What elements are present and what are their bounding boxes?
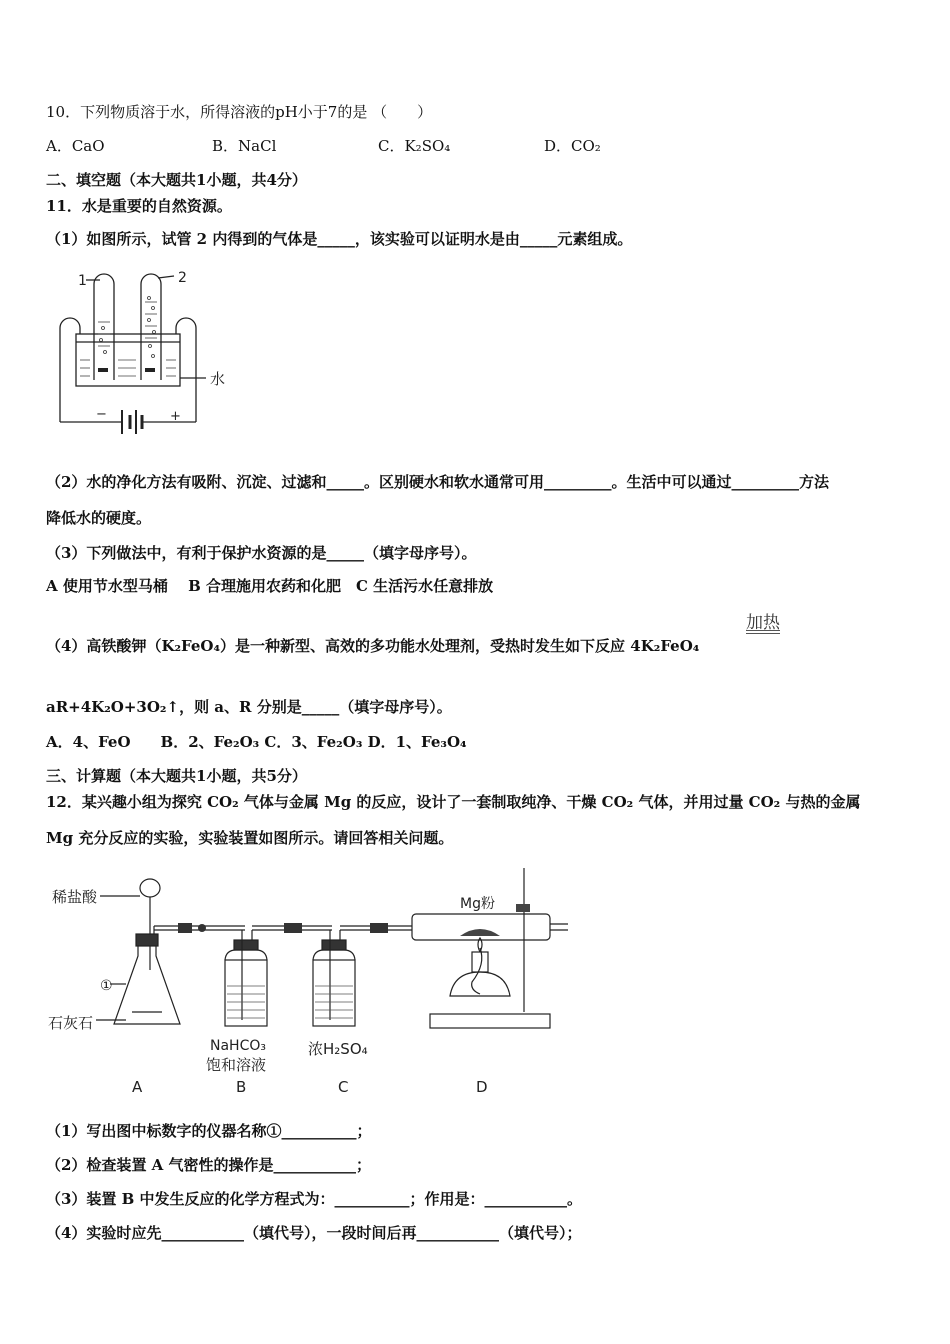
q10-option-c: C．K₂SO₄ [378, 137, 451, 155]
q11-part4-options: A．4、FeO B．2、Fe₂O₃ C．3、Fe₂O₃ D．1、Fe₃O₄ [46, 733, 467, 751]
q12-stem-line2: Mg 充分反应的实验，实验装置如图所示。请回答相关问题。 [46, 829, 454, 847]
positive-sign: + [170, 409, 181, 424]
q12-sub3: （3）装置 B 中发生反应的化学方程式为：__________；作用是：___________。 [46, 1190, 583, 1208]
instrument-1-label: ① [100, 978, 113, 994]
limestone-label: 石灰石 [48, 1014, 94, 1032]
negative-sign: − [96, 407, 107, 422]
apparatus-b-label: B [236, 1078, 247, 1096]
q11-stem: 11．水是重要的自然资源。 [46, 197, 232, 215]
reaction-arrow-line-2 [746, 633, 780, 634]
water-label: 水 [210, 370, 226, 388]
q12-stem-line1: 12．某兴趣小组为探究 CO₂ 气体与金属 Mg 的反应，设计了一套制取纯净、干燥 CO₂ 气体，并用过量 CO₂ 与热的金属 [46, 793, 861, 811]
q10-option-a: A．CaO [46, 137, 105, 155]
q11-part3-options: A 使用节水型马桶 B 合理施用农药和化肥 C 生活污水任意排放 [46, 577, 494, 595]
apparatus-diagram [40, 860, 580, 1100]
tube-1-label: 1 [78, 273, 87, 289]
section-heading-fill-in: 二、填空题（本大题共1小题，共4分） [46, 171, 307, 189]
q10-options [46, 136, 601, 156]
q10-stem: 10．下列物质溶于水，所得溶液的pH小于7的是 （ ） [46, 103, 433, 121]
reaction-arrow-line [746, 630, 780, 631]
q10-option-b: B．NaCl [212, 137, 277, 155]
q11-part2-line1: （2）水的净化方法有吸附、沉淀、过滤和_____。区别硬水和软水通常可用_________。生活中可以通过_________方法 [46, 473, 829, 491]
electrolysis-diagram [56, 262, 246, 452]
nahco3-label: NaHCO₃ [210, 1038, 266, 1054]
reaction-condition-heat: 加热 [746, 613, 780, 633]
q12-sub1: （1）写出图中标数字的仪器名称①__________； [46, 1122, 372, 1140]
tube-2-label: 2 [178, 270, 187, 286]
section-heading-calculation: 三、计算题（本大题共1小题，共5分） [46, 767, 307, 785]
q11-part4-continued: aR+4K₂O+3O₂↑，则 a、R 分别是_____（填字母序号）。 [46, 698, 452, 716]
q11-part4: （4）高铁酸钾（K₂FeO₄）是一种新型、高效的多功能水处理剂，受热时发生如下反应 4K₂FeO₄ [46, 637, 700, 655]
mg-powder-label: Mg粉 [460, 896, 495, 912]
q11-part2-line2: 降低水的硬度。 [46, 509, 152, 527]
dilute-hcl-label: 稀盐酸 [52, 888, 98, 906]
q12-sub4: （4）实验时应先___________（填代号），一段时间后再___________（填代号）； [46, 1224, 582, 1242]
apparatus-d-label: D [476, 1078, 488, 1096]
q11-part1: （1）如图所示，试管 2 内得到的气体是_____，该实验可以证明水是由_____元素组成。 [46, 230, 633, 248]
apparatus-a-label: A [132, 1078, 143, 1096]
apparatus-c-label: C [338, 1078, 349, 1096]
conc-h2so4-label: 浓H₂SO₄ [308, 1040, 368, 1058]
q10-option-d: D．CO₂ [544, 137, 601, 155]
q11-part3: （3）下列做法中，有利于保护水资源的是_____（填字母序号）。 [46, 544, 477, 562]
q12-sub2: （2）检查装置 A 气密性的操作是___________； [46, 1156, 372, 1174]
saturated-solution-label: 饱和溶液 [206, 1056, 267, 1074]
